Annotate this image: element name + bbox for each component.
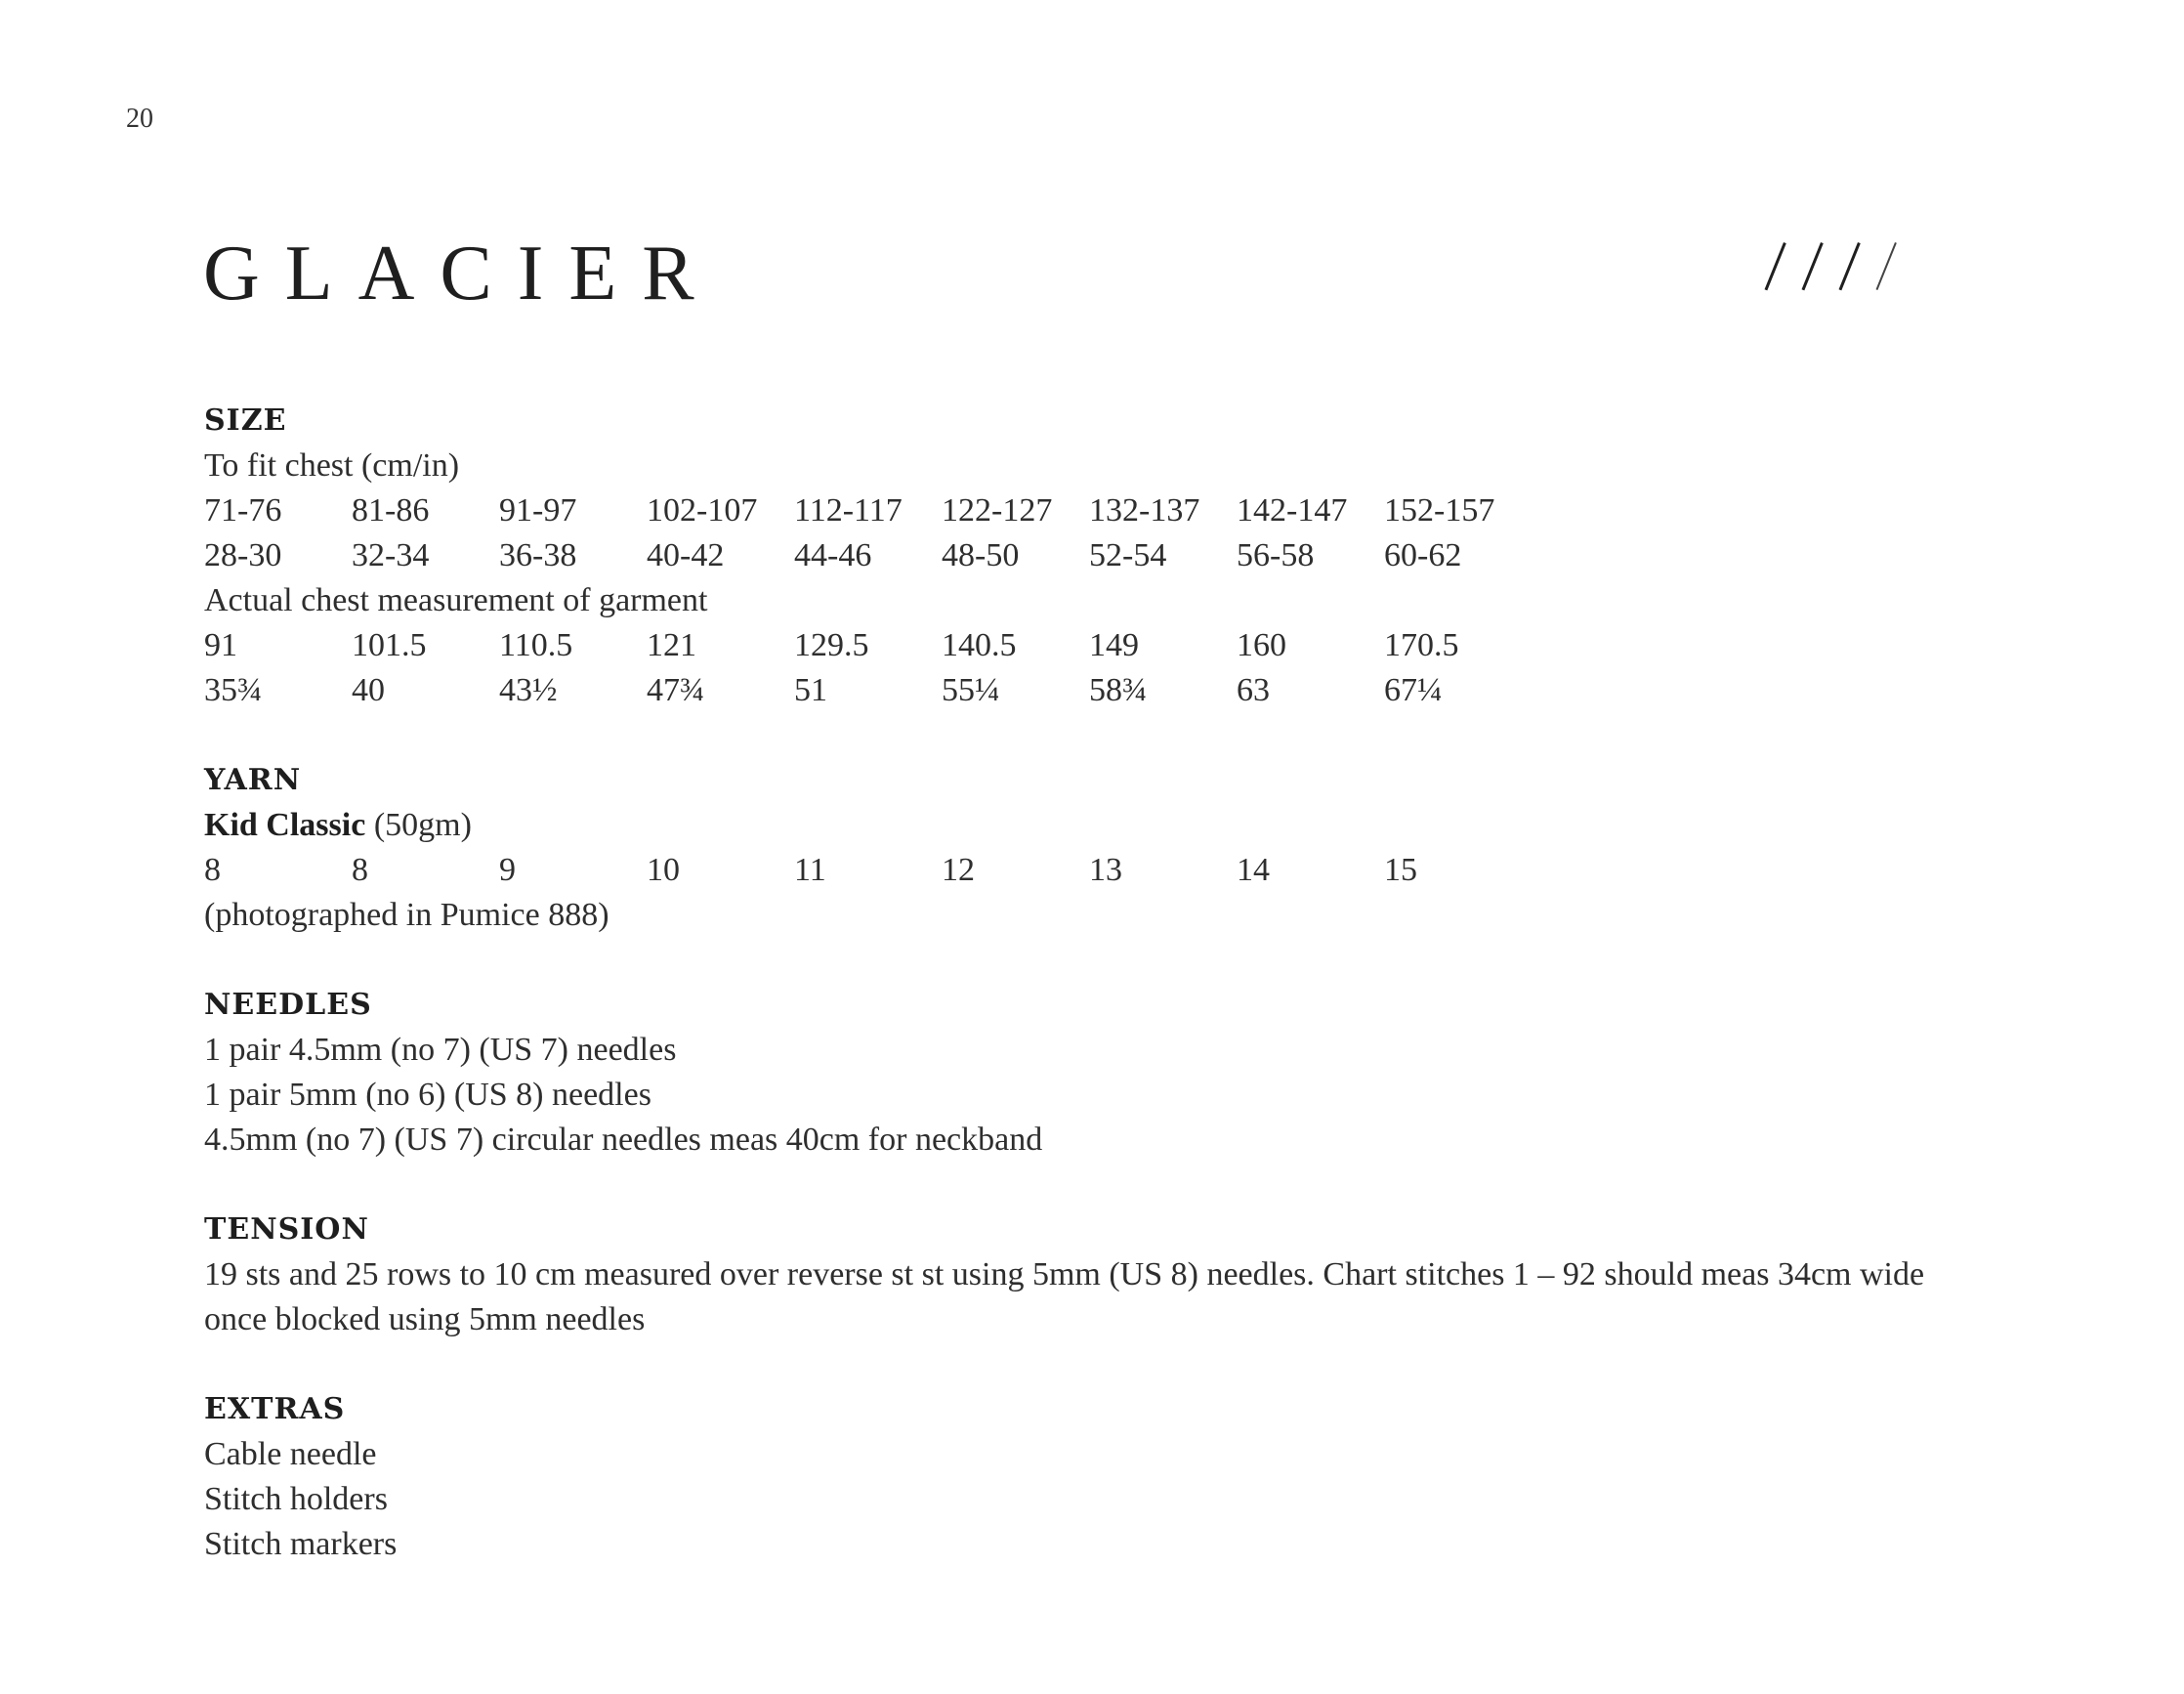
actual-chest-label: Actual chest measurement of garment: [204, 582, 708, 618]
size-cell: 51: [794, 672, 827, 708]
size-cell: 52-54: [1089, 537, 1167, 573]
chest-label: To fit chest (cm/in): [204, 447, 460, 484]
size-cell: 60-62: [1384, 537, 1462, 573]
needle-line: 1 pair 4.5mm (no 7) (US 7) needles: [204, 1032, 677, 1068]
size-cell: 10: [647, 852, 680, 888]
size-cell: 140.5: [942, 627, 1017, 663]
yarn-section: [204, 758, 1962, 938]
pattern-title: GLACIER: [203, 231, 720, 317]
size-cell: 91: [204, 627, 237, 663]
size-cell: 12: [942, 852, 975, 888]
size-heading: SIZE: [204, 403, 287, 438]
size-cell: 9: [499, 852, 516, 888]
size-cell: 13: [1089, 852, 1122, 888]
yarn-weight: (50gm): [365, 807, 472, 843]
size-cell: 152-157: [1384, 492, 1495, 529]
size-cell: 102-107: [647, 492, 758, 529]
size-cell: 32-34: [352, 537, 430, 573]
size-cell: 91-97: [499, 492, 577, 529]
four-slash-difficulty-icon: [1768, 240, 1912, 299]
yarn-quantity-row: [204, 848, 1962, 893]
size-cell: 55¼: [942, 672, 1000, 708]
size-cell: 44-46: [794, 537, 872, 573]
needles-section: [204, 983, 1962, 1163]
slash-icon: [1805, 240, 1838, 291]
size-cell: 149: [1089, 627, 1139, 663]
chest-in-row: [204, 533, 1962, 578]
size-cell: 122-127: [942, 492, 1053, 529]
size-cell: 8: [204, 852, 221, 888]
size-cell: 56-58: [1237, 537, 1315, 573]
size-cell: 40: [352, 672, 385, 708]
tension-text: 19 sts and 25 rows to 10 cm measured over reverse st st using 5mm (US 8) needles. Chart stitches 1 – 92 should meas 34cm wide once blocked using 5mm needles: [204, 1256, 1925, 1337]
yarn-name: Kid Classic: [204, 807, 366, 843]
slash-icon: [1768, 240, 1801, 291]
size-cell: 112-117: [794, 492, 903, 529]
extras-item: Cable needle: [204, 1436, 377, 1472]
tension-section: [204, 1207, 1962, 1342]
yarn-line: [204, 803, 1962, 848]
actual-in-row: [204, 668, 1962, 713]
size-cell: 110.5: [499, 627, 573, 663]
size-cell: 36-38: [499, 537, 577, 573]
size-cell: 160: [1237, 627, 1286, 663]
size-cell: 14: [1237, 852, 1270, 888]
size-section: [204, 399, 1962, 713]
needle-line: 4.5mm (no 7) (US 7) circular needles meas 40cm for neckband: [204, 1122, 1043, 1158]
size-cell: 67¼: [1384, 672, 1443, 708]
size-cell: 81-86: [352, 492, 430, 529]
slash-icon: [1879, 240, 1912, 291]
size-cell: 11: [794, 852, 826, 888]
pattern-info: [204, 399, 1962, 1612]
yarn-heading: YARN: [204, 763, 302, 797]
slash-icon: [1842, 240, 1875, 291]
size-cell: 71-76: [204, 492, 282, 529]
size-cell: 8: [352, 852, 368, 888]
needle-line: 1 pair 5mm (no 6) (US 8) needles: [204, 1077, 651, 1113]
size-cell: 132-137: [1089, 492, 1200, 529]
size-cell: 48-50: [942, 537, 1020, 573]
size-cell: 15: [1384, 852, 1417, 888]
size-cell: 121: [647, 627, 696, 663]
size-cell: 47¾: [647, 672, 705, 708]
size-cell: 43½: [499, 672, 558, 708]
extras-item: Stitch holders: [204, 1481, 388, 1517]
size-cell: 142-147: [1237, 492, 1348, 529]
extras-heading: EXTRAS: [204, 1392, 346, 1426]
tension-heading: TENSION: [204, 1212, 369, 1247]
size-cell: 129.5: [794, 627, 869, 663]
size-cell: 40-42: [647, 537, 725, 573]
extras-section: [204, 1387, 1962, 1567]
needles-heading: NEEDLES: [204, 988, 372, 1022]
size-cell: 28-30: [204, 537, 282, 573]
size-cell: 170.5: [1384, 627, 1459, 663]
size-cell: 35¾: [204, 672, 263, 708]
size-cell: 58¾: [1089, 672, 1148, 708]
size-cell: 63: [1237, 672, 1270, 708]
page-number: 20: [126, 104, 153, 134]
extras-item: Stitch markers: [204, 1526, 398, 1562]
actual-cm-row: [204, 623, 1962, 668]
chest-cm-row: [204, 488, 1962, 533]
size-cell: 101.5: [352, 627, 427, 663]
yarn-note: (photographed in Pumice 888): [204, 897, 609, 933]
